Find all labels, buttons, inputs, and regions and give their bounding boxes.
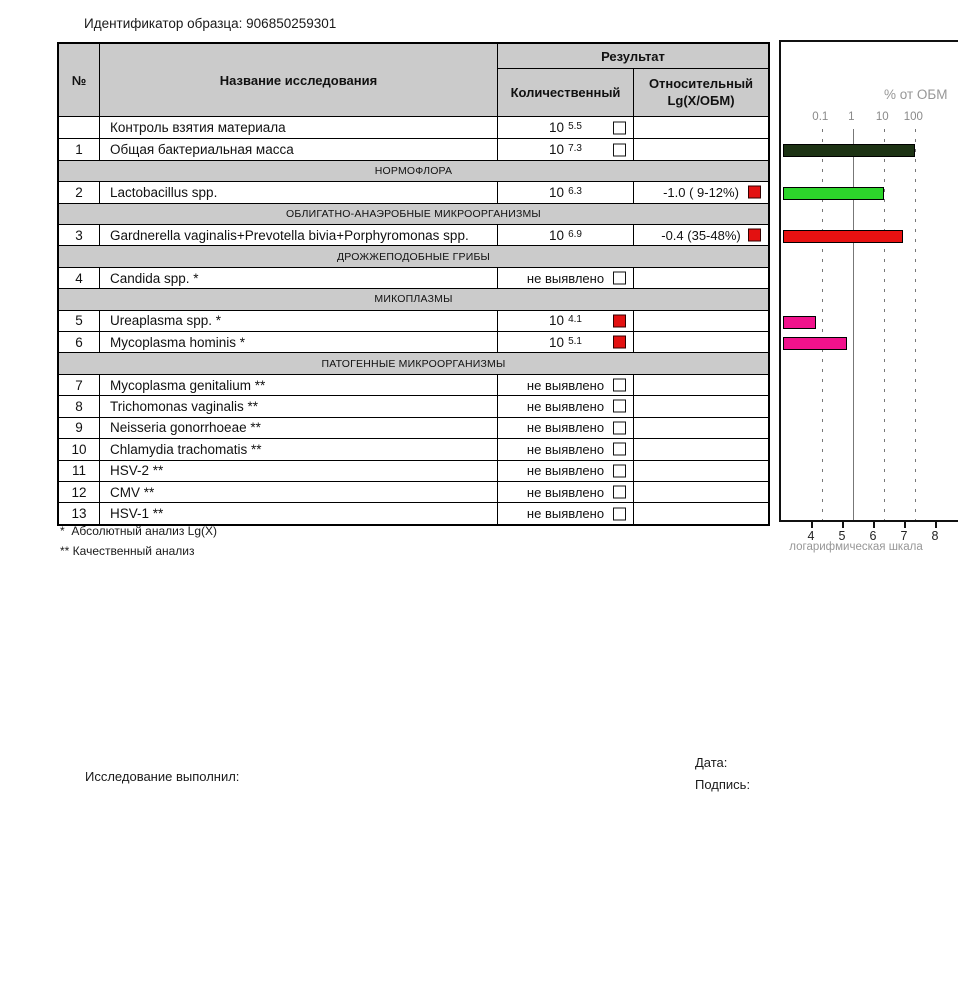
quantitative-value: не выявлено	[526, 506, 605, 522]
chart-bottom-tick-mark	[935, 522, 937, 528]
row-number: 1	[59, 139, 100, 159]
chart-bar	[783, 316, 816, 329]
relative-cell	[634, 482, 768, 502]
section-label: ОБЛИГАТНО-АНАЭРОБНЫЕ МИКРООРГАНИЗМЫ	[59, 204, 768, 224]
test-name: Trichomonas vaginalis **	[100, 396, 498, 416]
chart-bar	[783, 187, 884, 200]
row-number: 13	[59, 503, 100, 523]
table-row	[59, 267, 768, 288]
relative-cell	[634, 396, 768, 416]
quantitative-value: 10 $^{7.3}$	[549, 142, 582, 158]
row-number: 9	[59, 418, 100, 438]
section-row	[59, 203, 768, 224]
quantitative-cell	[498, 182, 634, 202]
relative-cell	[634, 375, 768, 395]
section-row	[59, 352, 768, 373]
section-row	[59, 245, 768, 266]
quantitative-value: 10 $^{5.1}$	[549, 334, 582, 350]
quantitative-value: 10 $^{6.9}$	[549, 227, 582, 243]
result-checkbox-icon	[613, 443, 626, 456]
relative-cell	[634, 268, 768, 288]
test-name: Mycoplasma genitalium **	[100, 375, 498, 395]
chart-top-tick-label: 0.1	[812, 111, 829, 123]
test-name: HSV-1 **	[100, 503, 498, 523]
relative-value: -0.4 (35-48%)	[661, 227, 741, 243]
test-name: Контроль взятия материала	[100, 117, 498, 138]
date-label: Дата:	[695, 755, 728, 770]
chart-top-tick-label: 100	[903, 111, 923, 123]
section-label: ДРОЖЖЕПОДОБНЫЕ ГРИБЫ	[59, 246, 768, 266]
row-number: 2	[59, 182, 100, 202]
quantitative-cell	[498, 418, 634, 438]
result-checkbox-icon	[613, 272, 626, 285]
test-name: Neisseria gonorrhoeae **	[100, 418, 498, 438]
quantitative-cell	[498, 139, 634, 159]
chart-bottom-tick-mark	[811, 522, 813, 528]
table-row	[59, 117, 768, 138]
quantitative-value: не выявлено	[526, 441, 605, 457]
result-checkbox-icon	[613, 486, 626, 499]
relative-value: -1.0 ( 9-12%)	[663, 184, 739, 200]
quantitative-value: не выявлено	[526, 377, 605, 393]
footnote-absolute-analysis: * Абсолютный анализ Lg(X)	[60, 524, 218, 538]
test-name: Gardnerella vaginalis+Prevotella bivia+Porphyromonas spp.	[100, 225, 498, 245]
quantitative-value: не выявлено	[526, 270, 605, 286]
chart-gridline	[884, 129, 885, 520]
row-number: 5	[59, 311, 100, 331]
section-label: МИКОПЛАЗМЫ	[59, 289, 768, 309]
table-row	[59, 417, 768, 438]
quantitative-cell	[498, 268, 634, 288]
section-label: НОРМОФЛОРА	[59, 161, 768, 181]
quantitative-value: 10 $^{6.3}$	[549, 184, 582, 200]
table-row	[59, 502, 768, 523]
table-header	[59, 44, 768, 117]
quantitative-cell	[498, 396, 634, 416]
table-row	[59, 438, 768, 459]
sample-id-title: Идентификатор образца: 906850259301	[84, 16, 337, 31]
result-marker-red-icon	[613, 314, 626, 327]
relative-cell	[634, 182, 768, 202]
relative-cell	[634, 311, 768, 331]
quantitative-cell	[498, 117, 634, 138]
relative-cell	[634, 461, 768, 481]
chart-top-tick-label: 1	[848, 111, 855, 123]
column-header-relative: Относительный Lg(X/ОБМ)	[648, 76, 754, 108]
quantitative-value: не выявлено	[526, 420, 605, 436]
result-marker-red-icon	[748, 229, 761, 242]
relative-cell	[634, 503, 768, 523]
result-checkbox-icon	[613, 143, 626, 156]
quantitative-cell	[498, 311, 634, 331]
column-header-quantitative: Количественный	[498, 69, 634, 116]
chart-bottom-tick-label: 5	[838, 529, 846, 543]
test-name: Chlamydia trachomatis **	[100, 439, 498, 459]
table-row	[59, 181, 768, 202]
quantitative-value: не выявлено	[526, 398, 605, 414]
quantitative-value: 10 $^{4.1}$	[549, 313, 582, 329]
test-name: CMV **	[100, 482, 498, 502]
obm-percent-chart	[779, 40, 958, 522]
test-name: Lactobacillus spp.	[100, 182, 498, 202]
column-header-name: Название исследования	[100, 44, 498, 116]
result-checkbox-icon	[613, 507, 626, 520]
chart-bar	[783, 337, 847, 350]
row-number: 4	[59, 268, 100, 288]
result-marker-red-icon	[613, 336, 626, 349]
chart-bottom-tick-mark	[904, 522, 906, 528]
relative-cell	[634, 225, 768, 245]
signature-label: Подпись:	[695, 777, 751, 792]
test-name: Ureaplasma spp. *	[100, 311, 498, 331]
table-row	[59, 460, 768, 481]
column-header-result: Результат	[498, 44, 768, 69]
result-checkbox-icon	[613, 400, 626, 413]
quantitative-cell	[498, 482, 634, 502]
test-name: Общая бактериальная масса	[100, 139, 498, 159]
column-header-num: №	[59, 44, 100, 116]
chart-top-tick-label: 10	[875, 111, 889, 123]
table-row	[59, 224, 768, 245]
footnote-qualitative-analysis: ** Качественный анализ	[60, 544, 195, 558]
test-name: Mycoplasma hominis *	[100, 332, 498, 352]
table-row	[59, 481, 768, 502]
quantitative-cell	[498, 461, 634, 481]
chart-gridline	[915, 129, 916, 520]
chart-bottom-tick-label: 7	[900, 529, 908, 543]
result-checkbox-icon	[613, 121, 626, 134]
result-checkbox-icon	[613, 379, 626, 392]
test-name: Candida spp. *	[100, 268, 498, 288]
chart-bottom-tick-label: 4	[807, 529, 815, 543]
results-table	[57, 42, 770, 526]
test-name: HSV-2 **	[100, 461, 498, 481]
table-row	[59, 331, 768, 352]
quantitative-cell	[498, 439, 634, 459]
chart-bar	[783, 230, 903, 243]
quantitative-cell	[498, 503, 634, 523]
relative-cell	[634, 418, 768, 438]
table-row	[59, 374, 768, 395]
chart-bar	[783, 144, 915, 157]
table-row	[59, 395, 768, 416]
chart-bottom-tick-label: 8	[931, 529, 939, 543]
chart-bottom-tick-label: 6	[869, 529, 877, 543]
row-number: 3	[59, 225, 100, 245]
row-number	[59, 117, 100, 138]
section-label: ПАТОГЕННЫЕ МИКРООРГАНИЗМЫ	[59, 353, 768, 373]
section-row	[59, 288, 768, 309]
result-marker-red-icon	[748, 186, 761, 199]
relative-cell	[634, 439, 768, 459]
quantitative-cell	[498, 375, 634, 395]
performed-by-label: Исследование выполнил:	[85, 769, 240, 784]
row-number: 11	[59, 461, 100, 481]
quantitative-value: не выявлено	[526, 463, 605, 479]
chart-top-axis-label: % от ОБМ	[884, 87, 948, 102]
quantitative-value: не выявлено	[526, 484, 605, 500]
relative-cell	[634, 139, 768, 159]
result-checkbox-icon	[613, 464, 626, 477]
result-checkbox-icon	[613, 421, 626, 434]
row-number: 12	[59, 482, 100, 502]
row-number: 8	[59, 396, 100, 416]
table-row	[59, 138, 768, 159]
quantitative-cell	[498, 332, 634, 352]
chart-bottom-tick-mark	[873, 522, 875, 528]
quantitative-cell	[498, 225, 634, 245]
quantitative-value: 10 $^{5.5}$	[549, 120, 582, 136]
chart-bottom-axis-label: логарифмическая шкала	[789, 541, 923, 553]
row-number: 6	[59, 332, 100, 352]
table-body	[59, 117, 768, 524]
chart-bottom-tick-mark	[842, 522, 844, 528]
table-row	[59, 310, 768, 331]
relative-cell	[634, 117, 768, 138]
relative-cell	[634, 332, 768, 352]
row-number: 10	[59, 439, 100, 459]
row-number: 7	[59, 375, 100, 395]
section-row	[59, 160, 768, 181]
